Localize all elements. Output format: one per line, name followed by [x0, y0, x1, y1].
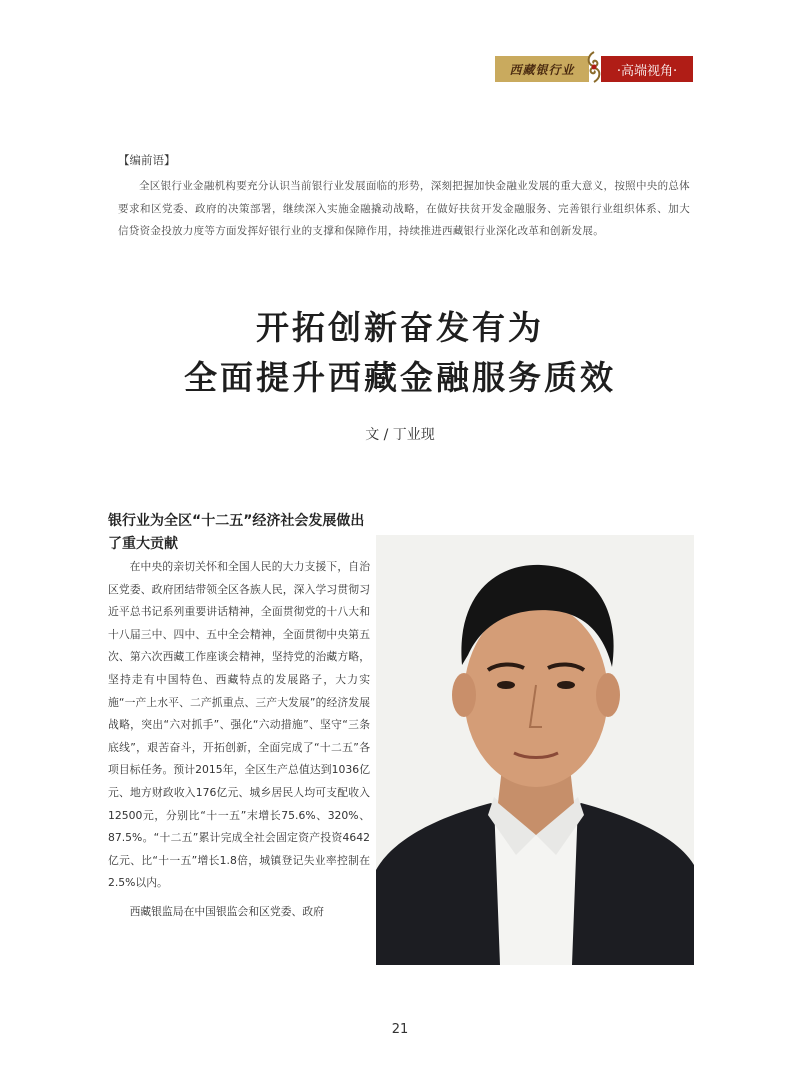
paragraph: 在中央的亲切关怀和全国人民的大力支援下，自治区党委、政府团结带领全区各族人民，深入学习贯彻习近平总书记系列重要讲话精神，全面贯彻党的十八大和十八届三中、四中、五中全会精神，全面贯彻中央第五次、第六次西藏工作座谈会精神，坚持党的治藏方略，坚持走有中国特色、西藏特点的发展路子，大力实施“一产上水平、二产抓重点、三产大发展”的经济发展战略，突出“六对抓手”、强化“六动措施”、坚守“三条底线”，艰苦奋斗，开拓创新，全面完成了“十二五”各项目标任务。预计2015年，全区生产总值达到1036亿元、地方财政收入176亿元、城乡居民人均可支配收入12500元，分别比“十一五”末增长75.6%、320%、87.5%。“十二五”累计完成全社会固定资产投资4642亿元、比“十一五”增长1.8倍，城镇登记失业率控制在2.5%以内。: [108, 560, 370, 890]
paragraph: 西藏银监局在中国银监会和区党委、政府: [129, 904, 324, 918]
editor-note-text: 全区银行业金融机构要充分认识当前银行业发展面临的形势，深刻把握加快金融业发展的重大意义，按照中央的总体要求和区党委、政府的决策部署，继续深入实施金融撬动战略，在做好扶贫开发金融服务、完善银行业组织体系、加大信贷资金投放力度等方面发挥好银行业的支撑和保障作用，持续推进西藏银行业深化改革和创新发展。: [118, 180, 690, 237]
article-body: [108, 556, 370, 924]
page-number: 21: [391, 1022, 409, 1037]
editor-note-label: 【编前语】: [118, 153, 176, 167]
banner-section-label: ·高端视角·: [601, 56, 693, 82]
banner-publication-label: 西藏银行业: [495, 56, 589, 82]
portrait-illustration: [376, 535, 694, 965]
author-portrait: [376, 535, 694, 965]
byline: 文 / 丁业现: [365, 427, 435, 443]
section-subhead: 银行业为全区“十二五”经济社会发展做出了重大贡献: [108, 513, 365, 552]
article-title: [0, 303, 800, 403]
section-banner: [495, 56, 695, 82]
title-line-1: 开拓创新奋发有为: [256, 308, 544, 347]
title-line-2: 全面提升西藏金融服务质效: [184, 358, 616, 397]
